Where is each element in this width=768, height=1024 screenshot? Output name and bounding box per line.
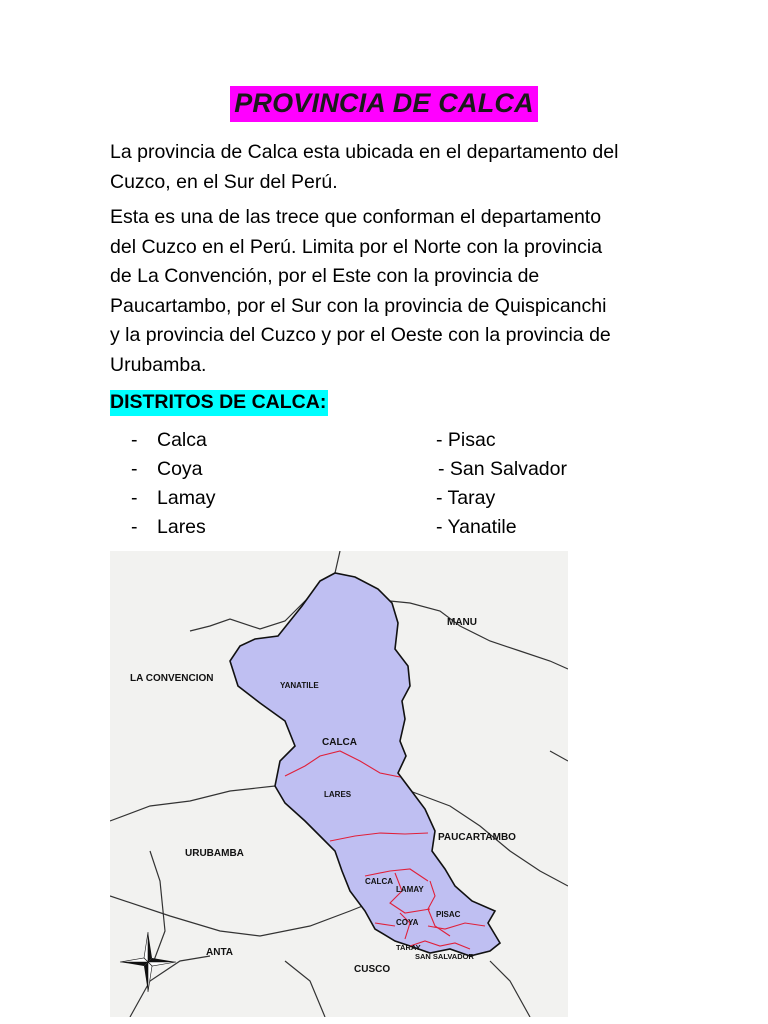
list-item: - Yanatile: [436, 516, 517, 538]
neighbor-label: MANU: [447, 617, 477, 628]
district-name: Lares: [157, 516, 206, 538]
district-label: CALCA: [365, 877, 393, 886]
list-item: - Pisac: [436, 429, 496, 451]
calca-province-map: [110, 551, 568, 1017]
text-line: del Cuzco en el Perú. Limita por el Norte con la provincia: [110, 235, 603, 258]
list-item: - Coya: [131, 458, 203, 480]
districts-right-list: [436, 426, 567, 542]
list-item: - Taray: [436, 487, 496, 509]
text-line: Paucartambo, por el Sur con la provincia de Quispicanchi: [110, 294, 607, 317]
district-name: Calca: [157, 429, 207, 451]
neighbor-label: ANTA: [206, 947, 234, 958]
district-label: LAMAY: [396, 885, 424, 894]
text-line: de La Convención, por el Este con la provincia de: [110, 265, 540, 287]
neighbor-label: LA CONVENCION: [130, 673, 214, 684]
text-line: Urubamba.: [110, 353, 207, 376]
district-label: CALCA: [322, 737, 357, 748]
limits-paragraph: [110, 203, 670, 380]
district-label: SAN SALVADOR: [415, 952, 474, 961]
text-line: Esta es una de las trece que conforman el departamento: [110, 206, 602, 228]
list-item: - San Salvador: [438, 458, 567, 480]
neighbor-label: PAUCARTAMBO: [438, 832, 516, 843]
district-label: LARES: [324, 790, 352, 799]
list-item: - Calca: [131, 429, 207, 451]
district-label: PISAC: [436, 910, 461, 919]
list-item: - Lares: [131, 516, 206, 538]
district-name: Coya: [157, 458, 203, 480]
title-wrapper: [0, 86, 768, 122]
districts-left-list: [131, 426, 216, 542]
neighbor-label: CUSCO: [354, 964, 391, 975]
intro-paragraph: [110, 138, 670, 197]
district-label: TARAY: [396, 943, 421, 952]
text-line: La provincia de Calca esta ubicada en el departamento del: [110, 141, 619, 163]
districts-heading: DISTRITOS DE CALCA:: [110, 390, 328, 416]
list-item: - Lamay: [131, 487, 216, 509]
text-line: y la provincia del Cuzco y por el Oeste con la provincia de: [110, 324, 611, 346]
district-name: Lamay: [157, 487, 216, 509]
page-title: PROVINCIA DE CALCA: [230, 86, 538, 122]
text-line: Cuzco, en el Sur del Perú.: [110, 170, 338, 193]
district-label: COYA: [396, 918, 419, 927]
district-label: YANATILE: [280, 681, 319, 690]
neighbor-label: URUBAMBA: [185, 848, 244, 859]
